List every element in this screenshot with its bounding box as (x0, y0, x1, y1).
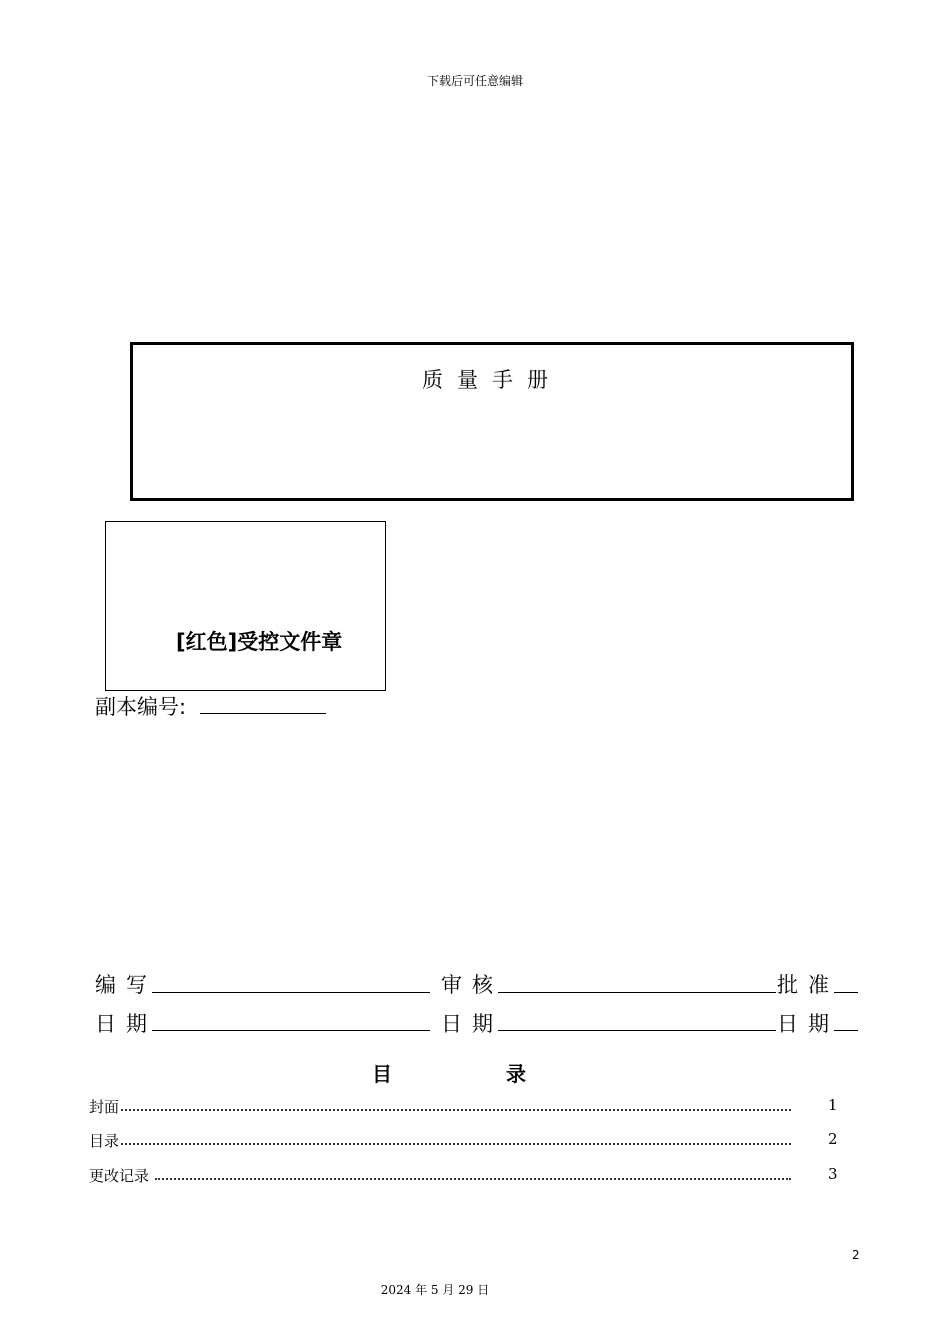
document-title: 质量手册 (422, 368, 562, 392)
date-label-approver: 日期 (777, 1012, 839, 1036)
copy-number-field[interactable] (200, 713, 326, 714)
date-line-reviewer[interactable] (498, 1030, 776, 1031)
toc-leader-dots (121, 1143, 791, 1145)
copy-number-label: 副本编号: (95, 695, 187, 719)
toc-entry-page: 2 (828, 1130, 838, 1148)
sig-line-writer[interactable] (152, 992, 430, 993)
sig-label-reviewer: 审核 (441, 973, 503, 997)
sig-line-reviewer[interactable] (498, 992, 776, 993)
toc-entry-page: 3 (828, 1165, 838, 1183)
toc-entry-label[interactable]: 目录 (89, 1132, 120, 1150)
sig-line-approver[interactable] (834, 992, 858, 993)
controlled-stamp-label: [红色]受控文件章 (176, 630, 343, 654)
toc-title-part1: 目 (372, 1062, 392, 1086)
toc-title-part2: 录 (506, 1062, 526, 1086)
date-label-reviewer: 日期 (441, 1012, 503, 1036)
header-note: 下载后可任意编辑 (426, 74, 523, 88)
toc-leader-dots (155, 1178, 791, 1180)
sig-label-writer: 编写 (95, 973, 157, 997)
date-line-writer[interactable] (152, 1030, 430, 1031)
date-line-approver[interactable] (834, 1030, 858, 1031)
controlled-stamp-box (105, 521, 386, 691)
toc-leader-dots (121, 1109, 791, 1111)
toc-entry-page: 1 (828, 1096, 838, 1114)
toc-entry-label[interactable]: 封面 (89, 1098, 120, 1116)
sig-label-approver: 批准 (777, 973, 839, 997)
date-label-writer: 日期 (95, 1012, 157, 1036)
toc-entry-label[interactable]: 更改记录 (89, 1167, 150, 1185)
footer-date: 2024 年 5 月 29 日 (380, 1283, 490, 1297)
page-number: 2 (852, 1248, 860, 1262)
